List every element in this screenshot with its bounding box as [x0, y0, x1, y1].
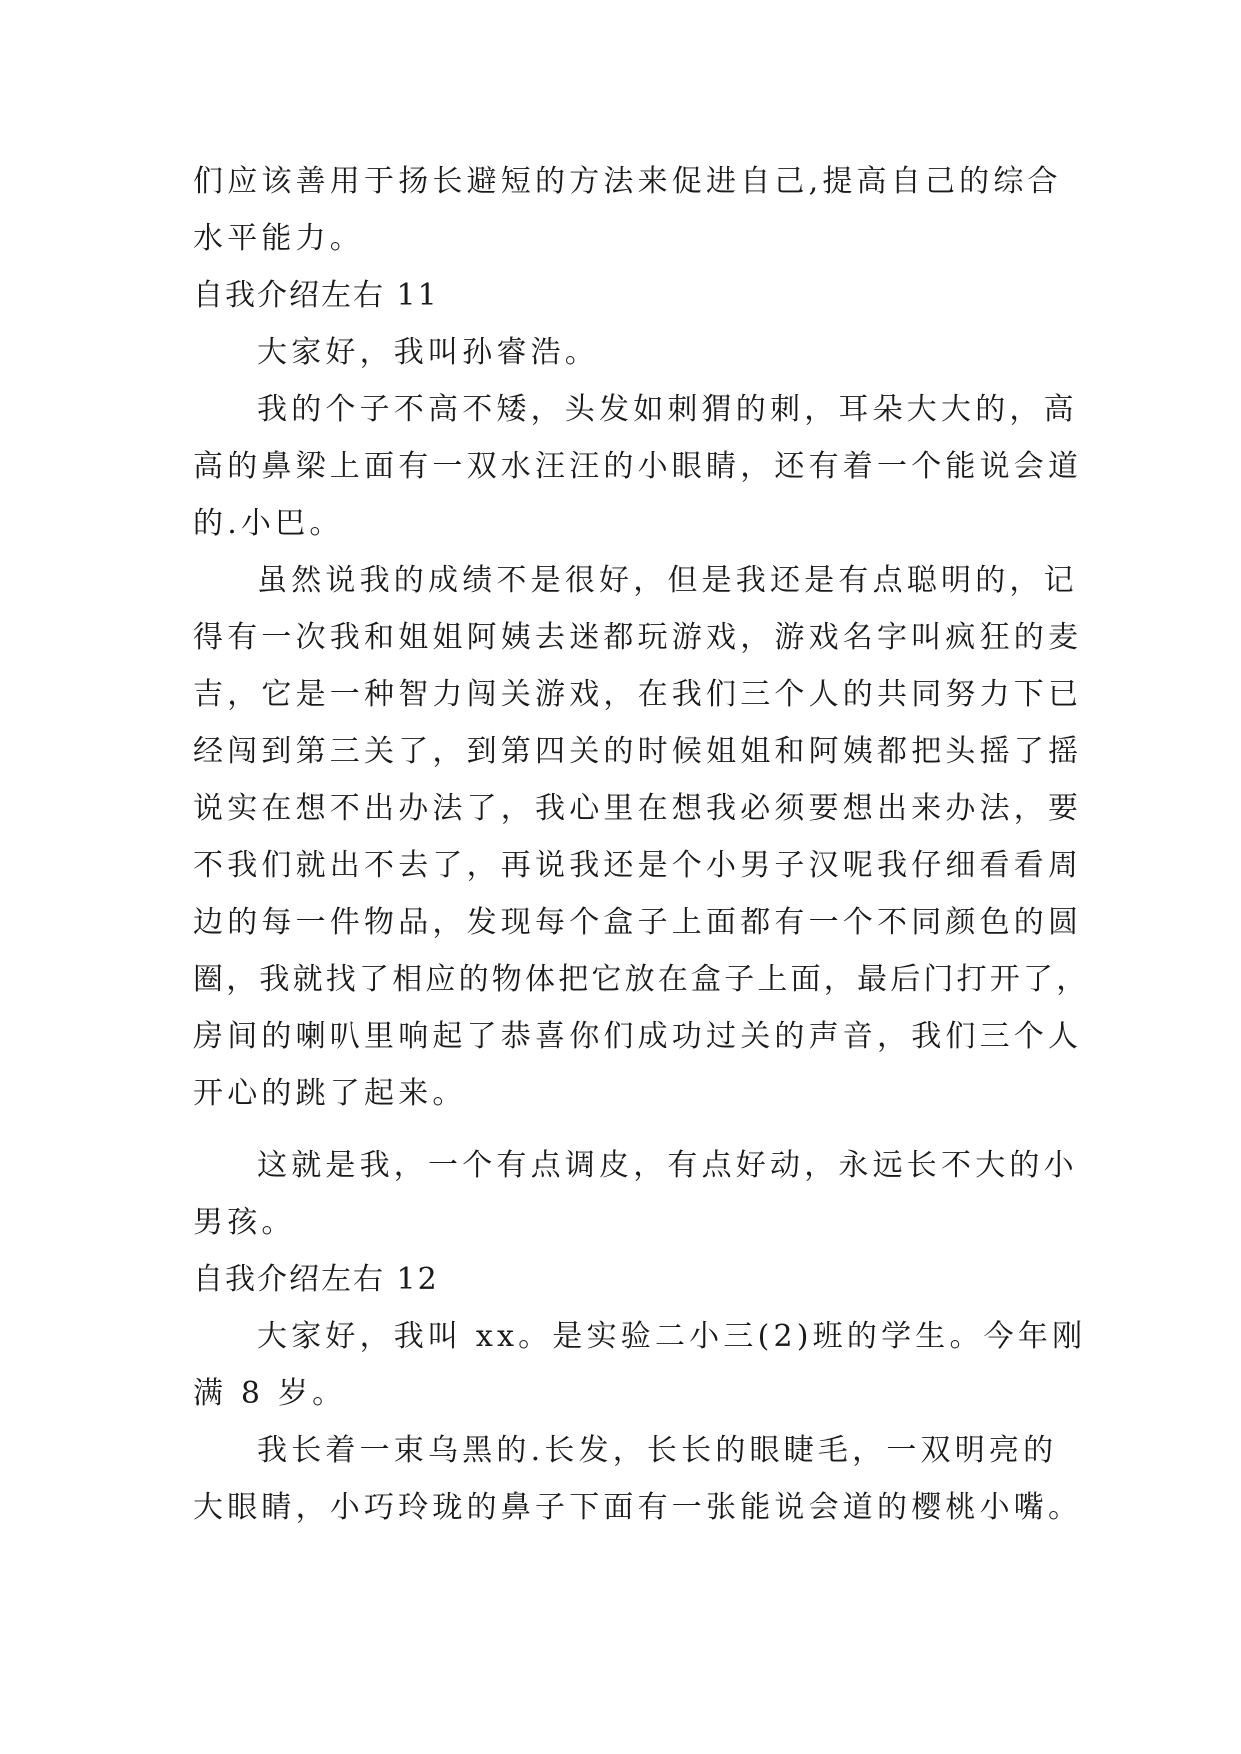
text-line: 说实在想不出办法了，我心里在想我必须要想出来办法，要	[193, 791, 1083, 826]
text-line: 大眼睛，小巧玲珑的鼻子下面有一张能说会道的樱桃小嘴。	[193, 1490, 1083, 1525]
text-line: 圈，我就找了相应的物体把它放在盒子上面，最后门打开了，	[193, 962, 1090, 997]
text-line: 水平能力。	[193, 221, 364, 256]
text-line: 我长着一束乌黑的.长发，长长的眼睫毛，一双明亮的	[257, 1433, 1058, 1468]
text-line: 虽然说我的成绩不是很好，但是我还是有点聪明的，记	[257, 563, 1078, 598]
text-line: 开心的跳了起来。	[193, 1076, 467, 1111]
text-line: 们应该善用于扬长避短的方法来促进自己,提高自己的综合	[193, 164, 1062, 199]
text-line: 得有一次我和姐姐阿姨去迷都玩游戏，游戏名字叫疯狂的麦	[193, 620, 1083, 655]
text-line: 大家好，我叫 xx。是实验二小三(2)班的学生。今年刚	[257, 1319, 1087, 1354]
text-line: 男孩。	[193, 1205, 296, 1240]
text-line: 的.小巴。	[193, 506, 344, 541]
text-line: 这就是我，一个有点调皮，有点好动，永远长不大的小	[257, 1148, 1078, 1183]
text-line: 不我们就出不去了，再说我还是个小男子汉呢我仔细看看周	[193, 848, 1083, 883]
text-line: 吉，它是一种智力闯关游戏，在我们三个人的共同努力下已	[193, 677, 1083, 712]
section-heading: 自我介绍左右 12	[193, 1262, 439, 1297]
text-line: 满 8 岁。	[193, 1376, 347, 1411]
text-line: 边的每一件物品，发现每个盒子上面都有一个不同颜色的圆	[193, 905, 1083, 940]
section-heading: 自我介绍左右 11	[193, 278, 439, 313]
text-line: 大家好，我叫孙睿浩。	[257, 335, 599, 370]
text-line: 我的个子不高不矮，头发如刺猬的刺，耳朵大大的，高	[257, 392, 1078, 427]
text-line: 高的鼻梁上面有一双水汪汪的小眼睛，还有着一个能说会道	[193, 449, 1083, 484]
text-line: 经闯到第三关了，到第四关的时候姐姐和阿姨都把头摇了摇	[193, 734, 1083, 769]
text-line: 房间的喇叭里响起了恭喜你们成功过关的声音，我们三个人	[193, 1019, 1083, 1054]
